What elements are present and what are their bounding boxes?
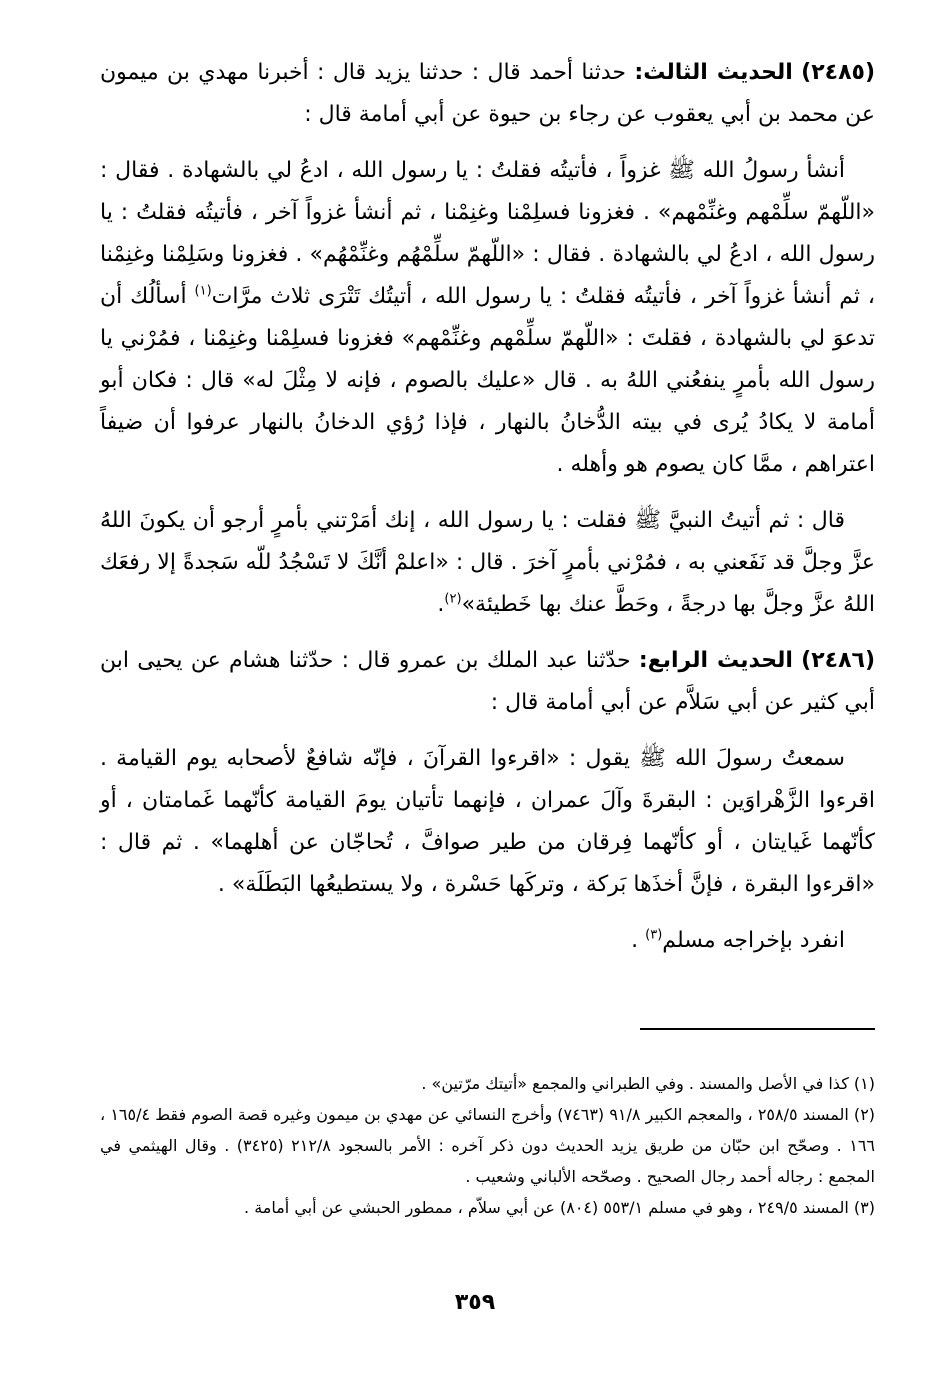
hadith-2486-closing xyxy=(100,920,875,962)
body-text-end: . xyxy=(437,592,445,617)
hadith-title: الحديث الثالث: xyxy=(634,60,793,85)
footnote-1: (١) كذا في الأصل والمسند . وفي الطبراني والمجمع «أتيتك مرّتين» . xyxy=(421,1074,875,1093)
hadith-2486-body xyxy=(100,738,875,906)
hadith-2486-isnad xyxy=(100,640,875,724)
hadith-2485-body-2 xyxy=(100,500,875,626)
footnote-ref: (٢) xyxy=(444,591,462,607)
footnote-ref: (٣) xyxy=(645,927,663,943)
footnote-2: (٢) المسند ٢٥٨/٥ ، والمعجم الكبير ٩١/٨ (٧٤٦٣) وأخرج النسائي عن مهدي بن ميمون وغيره قصة الصوم فقط ١٦٥/٤ ، ١٦٦ . وصحّح ابن حبّان من طريق يزيد الحديث دون ذكر آخره : الأمر بالسجود ٢١٢/٨ (٣٤٢٥) . وقال الهيثمي في المجمع : رجاله أحمد رجال الصحيح . وصحّحه الألباني وشعيب . xyxy=(100,1105,876,1186)
hadith-number: (٢٤٨٦) xyxy=(801,648,876,673)
hadith-2485-body xyxy=(100,150,875,486)
hadith-2485-isnad xyxy=(100,52,875,136)
isnad-text: حدثنا أحمد قال : حدثنا يزيد قال : أخبرنا مهدي بن ميمون عن محمد بن أبي يعقوب عن رجاء بن حيوة عن أبي أمامة قال : xyxy=(100,60,875,127)
isnad-text: حدّثنا عبد الملك بن عمرو قال : حدّثنا هشام عن يحيى ابن أبي كثير عن أبي سَلاَّم عن أبي أمامة قال : xyxy=(100,648,875,715)
footnotes xyxy=(100,1068,875,1223)
closing-end: . xyxy=(631,928,646,953)
closing-text: انفرد بإخراجه مسلم xyxy=(662,928,845,953)
body-text-cont: أسألُك أن تدعوَ لي بالشهادة ، فقلتَ : «اللّهمّ سلِّمْهم وغنِّمْهم» فغزونا فسلِمْنا وغنِمْنا ، فمُرْني يا رسول الله بأمرٍ ينفعُني اللهُ به . قال «عليك بالصوم ، فإنه لا مِثْلَ له» قال : فكان أبو أمامة لا يكادُ يُرى في بيته الدُّخانُ بالنهار ، فإذا رُؤي الدخانُ بالنهار عرفوا أن ضيفاً اعتراهم ، ممَّا كان يصوم هو وأهله . xyxy=(100,284,875,477)
hadith-number: (٢٤٨٥) xyxy=(801,60,875,85)
footnote-separator xyxy=(640,1028,875,1030)
footnote-3: (٣) المسند ٢٤٩/٥ ، وهو في مسلم ٥٥٣/١ (٨٠٤) عن أبي سلاّم ، ممطور الحبشي عن أبي أمامة . xyxy=(244,1198,875,1217)
body-text: سمعتُ رسولَ الله ﷺ يقول : «اقرءوا القرآنَ ، فإنّه شافعٌ لأصحابه يوم القيامة . اقرءوا الزَّهْراوَين : البقرةَ وآلَ عمران ، فإنهما تأتيان يومَ القيامة كأنّهما غَمامتان ، أو كأنّهما غَيايتان ، أو كأنّهما فِرقان من طير صوافَّ ، تُحاجّان عن أهلهما» . ثم قال : «اقرءوا البقرة ، فإنَّ أخذَها بَركة ، وتركَها حَسْرة ، ولا يستطيعُها البَطَلَة» . xyxy=(100,746,875,897)
page-number: ٣٥٩ xyxy=(454,1290,496,1315)
body-text: قال : ثم أتيتُ النبيَّ ﷺ فقلت : يا رسول الله ، إنك أمَرْتني بأمرٍ أرجو أن يكونَ اللهُ عزَّ وجلَّ قد نَفَعني به ، فمُرْني بأمرٍ آخرَ . قال : «اعلمْ أنَّكَ لا تَسْجُدُ للّه سَجدةً إلا رفعَك اللهُ عزَّ وجلَّ بها درجةً ، وحَطَّ عنك بها خَطيئة» xyxy=(100,508,875,617)
body-text: أنشأ رسولُ الله ﷺ غزواً ، فأتيتُه فقلتُ : يا رسول الله ، ادعُ لي بالشهادة . فقال : «اللّهمّ سلِّمْهم وغنِّمْهم» . فغزونا فسلِمْنا وغنِمْنا ، ثم أنشأ غزواً آخر ، فأتيتُه فقلتُ : يا رسول الله ، ادعُ لي بالشهادة . فقال : «اللّهمّ سلِّمْهُم وغنِّمْهُم» . فغزونا وسَلِمْنا وغنِمْنا ، ثم أنشأ غزواً آخر ، فأتيتُه فقلتُ : يا رسول الله ، أتيتُك تَتْرَى ثلاث مرَّات xyxy=(100,158,875,309)
footnote-ref: (١) xyxy=(194,283,212,299)
main-text xyxy=(100,52,875,976)
hadith-title: الحديث الرابع: xyxy=(638,648,793,673)
